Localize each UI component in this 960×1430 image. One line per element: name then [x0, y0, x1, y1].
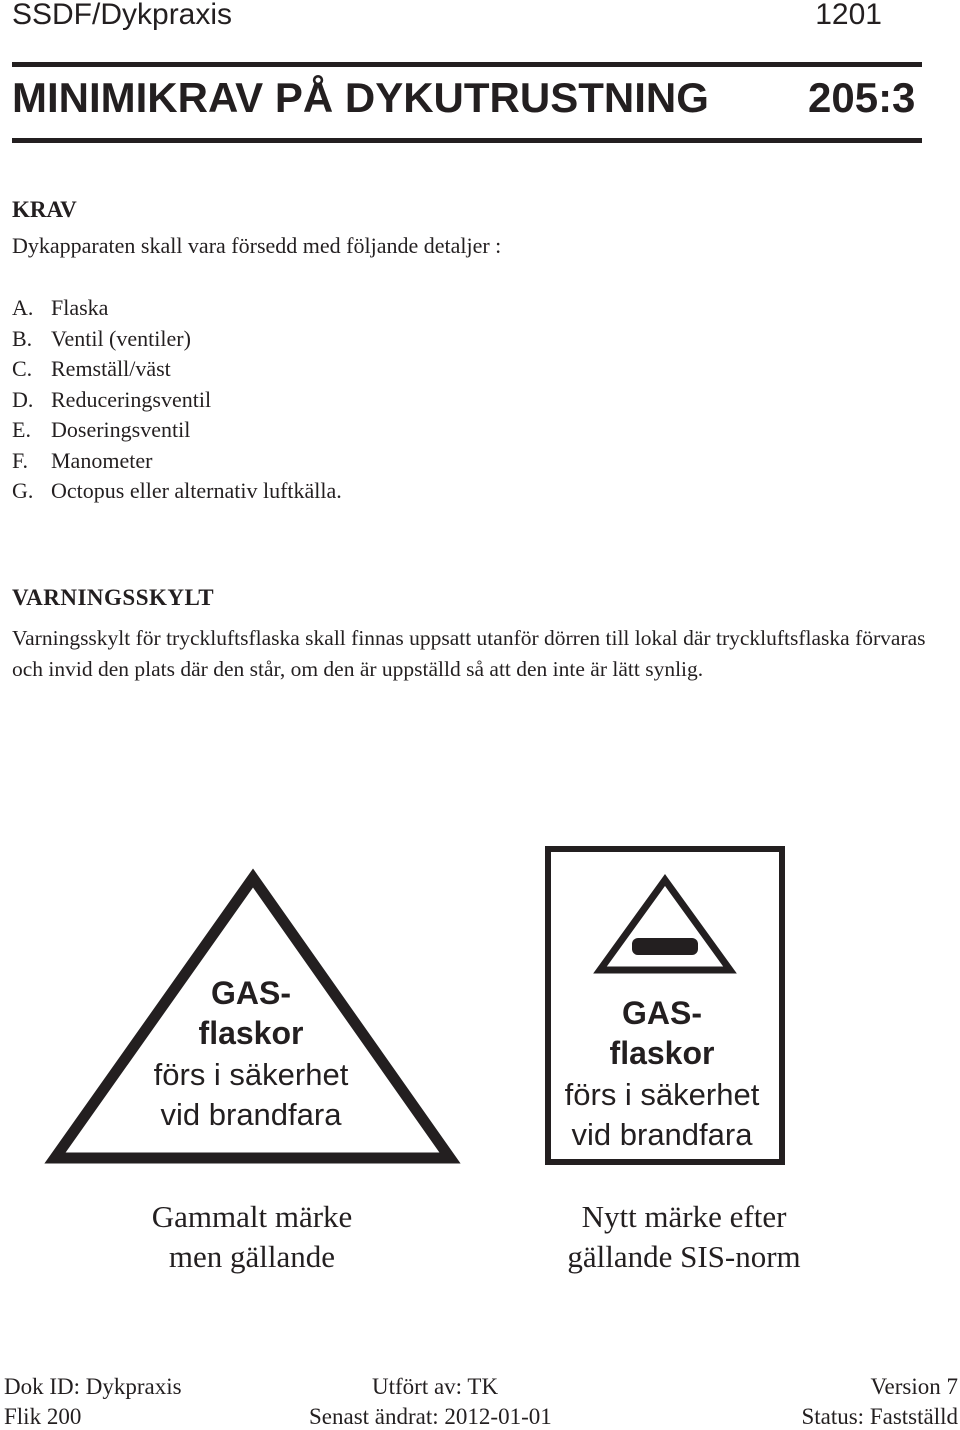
krav-heading: KRAV	[12, 197, 77, 222]
new-sign-caption-line2: gällande SIS-norm	[567, 1239, 801, 1274]
warning-signs	[0, 830, 960, 1180]
minus-bar-icon	[632, 938, 698, 955]
list-item	[12, 415, 342, 446]
new-sign-line2: flaskor	[609, 1035, 715, 1071]
krav-list	[12, 293, 342, 507]
old-sign-caption-line1: Gammalt märke	[151, 1199, 353, 1234]
list-item-letter: E.	[12, 417, 31, 442]
list-item-text: Remställ/väst	[51, 356, 171, 381]
list-item	[12, 354, 342, 385]
old-warning-sign	[55, 878, 450, 1158]
list-item	[12, 446, 342, 477]
old-sign-line2: flaskor	[198, 1015, 304, 1051]
list-item	[12, 293, 342, 324]
list-item-letter: F.	[12, 447, 28, 473]
new-sign-line1: GAS-	[622, 995, 702, 1031]
new-sign-caption-line1: Nytt märke efter	[581, 1199, 787, 1234]
new-sign-caption	[514, 1197, 854, 1277]
header-page-number: 1201	[815, 0, 882, 31]
list-item-text: Doseringsventil	[51, 417, 191, 442]
section-code: 205:3	[808, 74, 916, 121]
old-sign-line3: förs i säkerhet	[153, 1057, 349, 1092]
title-rule-bottom	[12, 138, 922, 143]
list-item-text: Manometer	[51, 447, 153, 473]
footer-flik: Flik 200	[4, 1404, 82, 1429]
list-item-letter: B.	[12, 325, 33, 351]
footer-status: Status: Fastställd	[801, 1404, 958, 1429]
list-item-letter: D.	[12, 386, 34, 412]
new-sign-line3: förs i säkerhet	[564, 1077, 760, 1112]
old-sign-line1: GAS-	[211, 975, 291, 1011]
footer-last-changed: Senast ändrat: 2012-01-01	[309, 1404, 552, 1429]
title-rule-top	[12, 62, 922, 67]
list-item-letter: G.	[12, 478, 34, 503]
footer-doc-id: Dok ID: Dykpraxis	[4, 1374, 182, 1399]
list-item	[12, 324, 342, 355]
list-item	[12, 385, 342, 416]
list-item	[12, 476, 342, 507]
list-item-letter: C.	[12, 356, 33, 381]
old-sign-caption-line2: men gällande	[168, 1239, 336, 1274]
header-document-name: SSDF/Dykpraxis	[12, 0, 233, 31]
list-item-text: Ventil (ventiler)	[51, 325, 191, 351]
old-sign-caption	[82, 1197, 422, 1277]
list-item-letter: A.	[12, 295, 34, 320]
list-item-text: Octopus eller alternativ luftkälla.	[51, 478, 342, 503]
footer-author: Utfört av: TK	[372, 1374, 499, 1399]
new-sign-line4: vid brandfara	[571, 1117, 753, 1152]
page-title: MINIMIKRAV PÅ DYKUTRUSTNING	[12, 74, 709, 121]
varningsskylt-paragraph: Varningsskylt för tryckluftsflaska skall finnas uppsatt utanför dörren till lokal där tryckluftsflaska förvaras och invid den plats där den står, om den är uppställd så att den inte är lätt synlig.	[12, 626, 926, 681]
varningsskylt-heading: VARNINGSSKYLT	[12, 585, 215, 610]
list-item-text: Flaska	[51, 295, 109, 320]
footer-version: Version 7	[870, 1374, 958, 1399]
list-item-text: Reduceringsventil	[51, 386, 212, 412]
new-warning-sign	[548, 849, 782, 1162]
old-sign-line4: vid brandfara	[160, 1097, 342, 1132]
krav-intro: Dykapparaten skall vara försedd med följande detaljer :	[12, 233, 502, 258]
